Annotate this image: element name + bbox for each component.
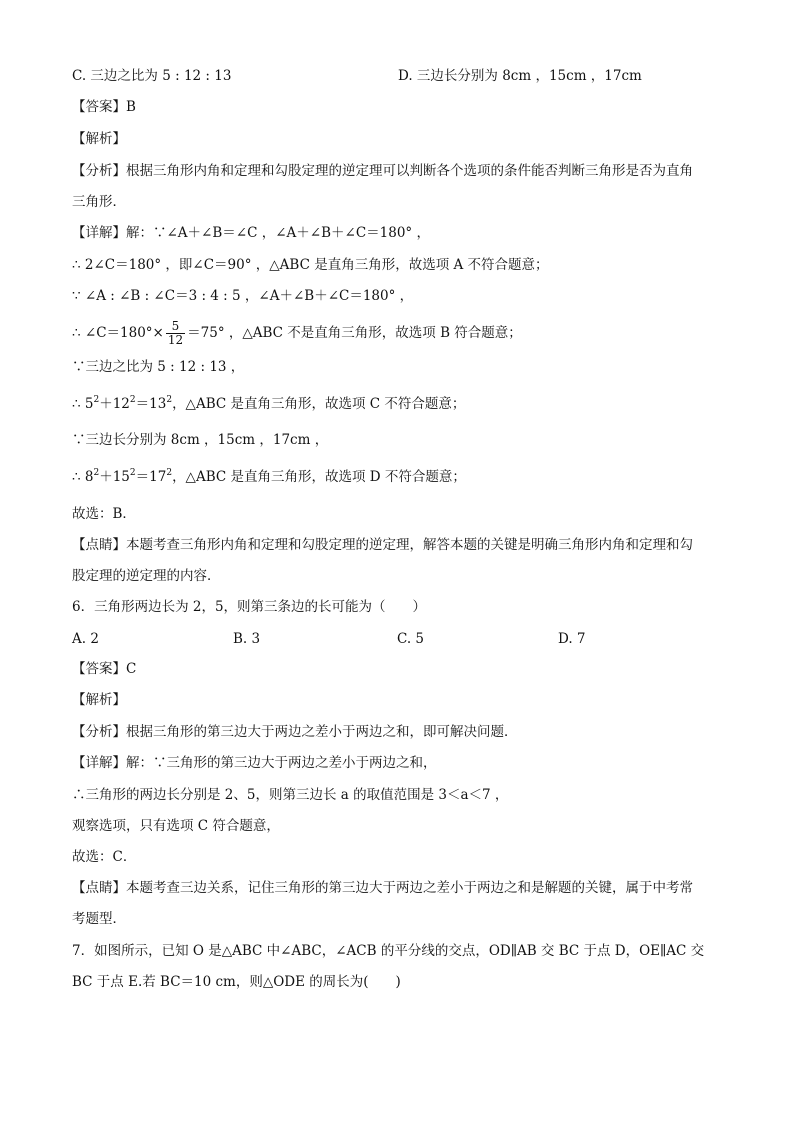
q5-detail-line-8: [72, 467, 722, 487]
q5-detail-6-prefix: ∴ 5: [72, 396, 94, 412]
q6-option-b: B. 3: [233, 631, 261, 647]
q5-detail-line-7: ∵三边长分别为 8cm ，15cm ，17cm ，: [72, 432, 329, 448]
q5-dianjing-line-1: 【点睛】本题考查三角形内角和定理和勾股定理的逆定理，解答本题的关键是明确三角形内角和定理和勾: [72, 537, 693, 553]
q6-detail-line-1: 【详解】解：∵三角形的第三边大于两边之差小于两边之和，: [72, 755, 437, 771]
q6-fenxi: 【分析】根据三角形的第三边大于两边之差小于两边之和，即可解决问题．: [72, 724, 518, 740]
q6-option-a: A. 2: [72, 631, 99, 647]
q5-detail-4-suffix: ＝75° ，△ABC 不是直角三角形，故选项 B 符合题意；: [187, 325, 522, 341]
q5-answer: 【答案】B: [72, 99, 136, 115]
q5-detail-6-sq-3: 2: [166, 395, 173, 405]
q7-stem-line-2: BC 于点 E.若 BC＝10 cm，则△ODE 的周长为( ): [72, 974, 401, 990]
q5-fenxi-line-2: 三角形．: [72, 194, 126, 210]
q5-detail-6-suffix: ，△ABC 是直角三角形，故选项 C 不符合题意；: [172, 396, 466, 412]
q5-detail-8-mid1: ＋15: [99, 469, 130, 485]
q5-detail-line-1: [72, 223, 722, 243]
q5-detail-6-sq-2: 2: [129, 395, 136, 405]
q7-stem-line-1: 7．如图所示，已知 O 是△ABC 中∠ABC，∠ACB 的平分线的交点，OD∥AB 交 BC 于点 D，OE∥AC 交: [72, 943, 705, 959]
q5-fraction-numerator: 5: [166, 320, 185, 334]
q5-detail-line-6: [72, 394, 722, 414]
q5-fraction: [166, 320, 185, 347]
q5-option-c: C. 三边之比为 5 : 12 : 13: [72, 68, 232, 84]
q5-detail-line-4: [72, 320, 722, 347]
q5-detail-1-math: ∠A＋∠B＝∠C ，∠A＋∠B＋∠C＝180° ，: [166, 225, 430, 241]
q5-detail-line-5: ∵三边之比为 5 : 12 : 13 ，: [72, 359, 245, 375]
q6-detail-line-3: 观察选项，只有选项 C 符合题意，: [72, 818, 280, 834]
q6-option-d: D. 7: [558, 631, 586, 647]
q5-detail-line-2: ∴ 2∠C＝180° ，即∠C＝90° ，△ABC 是直角三角形，故选项 A 不符合题意；: [72, 257, 549, 273]
q5-option-d: D. 三边长分别为 8cm ，15cm ，17cm: [398, 68, 642, 84]
q5-detail-4-prefix: ∴ ∠C＝180°×: [72, 325, 164, 341]
q5-fenxi-line-1: 【分析】根据三角形内角和定理和勾股定理的逆定理可以判断各个选项的条件能否判断三角形是否为直角: [72, 163, 693, 179]
q5-detail-6-sq-1: 2: [93, 395, 100, 405]
q5-detail-8-suffix: ，△ABC 是直角三角形，故选项 D 不符合题意；: [172, 469, 466, 485]
q5-detail-6-mid1: ＋12: [99, 396, 130, 412]
q5-conclusion: 故选：B．: [72, 506, 136, 522]
q5-detail-8-sq-3: 2: [166, 468, 173, 478]
q5-detail-8-sq-2: 2: [129, 468, 136, 478]
q5-detail-8-sq-1: 2: [93, 468, 100, 478]
q5-detail-1-prefix: 【详解】解：∵: [72, 225, 167, 241]
q6-stem: 6．三角形两边长为 2，5，则第三条边的长可能为（ ）: [72, 599, 427, 615]
q5-detail-6-mid2: ＝13: [135, 396, 167, 412]
q5-detail-8-mid2: ＝17: [135, 469, 167, 485]
q5-detail-8-prefix: ∴ 8: [72, 469, 94, 485]
q6-answer: 【答案】C: [72, 661, 137, 677]
q6-dianjing-line-1: 【点睛】本题考查三边关系，记住三角形的第三边大于两边之差小于两边之和是解题的关键，属于中考常: [72, 880, 693, 896]
q5-detail-line-3: ∵ ∠A : ∠B : ∠C＝3 : 4 : 5 ，∠A＋∠B＋∠C＝180° ，: [72, 288, 414, 304]
q6-detail-line-2: ∴三角形的两边长分别是 2、5，则第三边长 a 的取值范围是 3＜a＜7 ，: [72, 787, 509, 803]
q6-dianjing-line-2: 考题型．: [72, 911, 126, 927]
q6-option-c: C. 5: [397, 631, 425, 647]
q5-analysis-heading: 【解析】: [72, 131, 126, 147]
q6-conclusion: 故选：C．: [72, 849, 137, 865]
q6-analysis-heading: 【解析】: [72, 692, 126, 708]
q5-dianjing-line-2: 股定理的逆定理的内容．: [72, 568, 221, 584]
q5-fraction-denominator: 12: [167, 333, 184, 347]
